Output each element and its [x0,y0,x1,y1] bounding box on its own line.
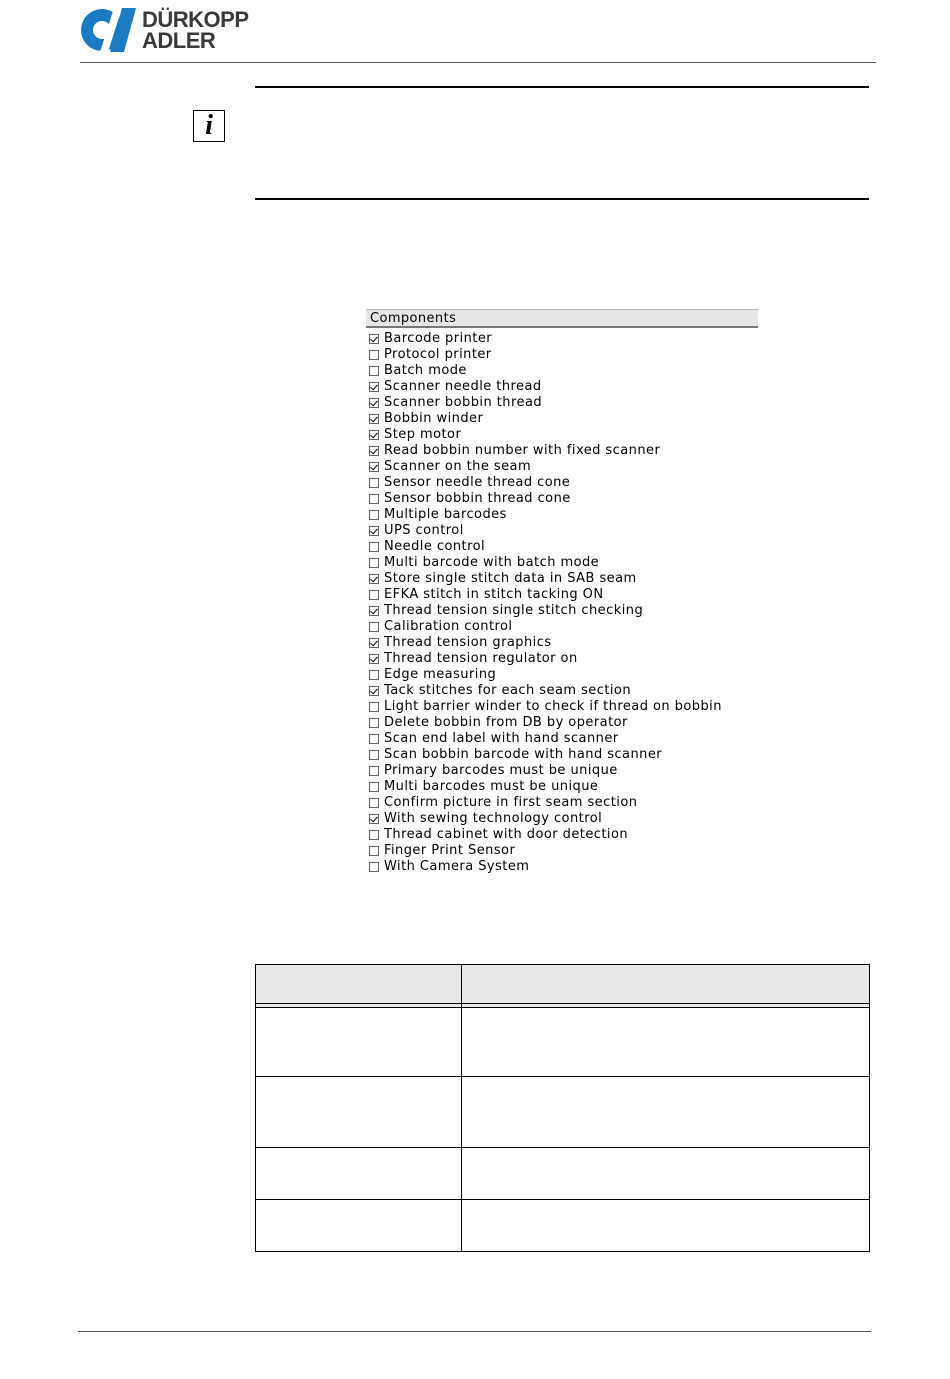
checkbox-checked[interactable] [369,526,379,536]
component-label: Scanner needle thread [384,379,542,394]
checkbox-unchecked[interactable] [369,782,379,792]
component-label: Bobbin winder [384,411,484,426]
brand-line-1: DÜRKOPP [142,7,249,32]
component-label: Tack stitches for each seam section [384,683,632,698]
checkbox-checked[interactable] [369,462,379,472]
component-item[interactable] [366,651,758,667]
checkbox-unchecked[interactable] [369,734,379,744]
component-label: Multi barcode with batch mode [384,555,600,570]
component-item[interactable] [366,507,758,523]
table-cell [256,1008,462,1076]
component-item[interactable] [366,683,758,699]
component-label: Confirm picture in first seam section [384,795,638,810]
component-item[interactable] [366,491,758,507]
component-item[interactable] [366,379,758,395]
checkbox-checked[interactable] [369,446,379,456]
checkbox-unchecked[interactable] [369,494,379,504]
component-label: Delete bobbin from DB by operator [384,715,628,730]
component-item[interactable] [366,779,758,795]
component-item[interactable] [366,811,758,827]
component-label: Scan end label with hand scanner [384,731,619,746]
component-item[interactable] [366,603,758,619]
table-cell [462,1008,869,1076]
checkbox-checked[interactable] [369,334,379,344]
table-row [256,1200,869,1251]
table-cell [462,1148,869,1199]
checkbox-unchecked[interactable] [369,750,379,760]
component-label: Barcode printer [384,331,493,346]
component-label: Edge measuring [384,667,497,682]
component-label: Multi barcodes must be unique [384,779,599,794]
component-item[interactable] [366,763,758,779]
component-label: Batch mode [384,363,467,378]
component-label: Thread tension single stitch checking [384,603,644,618]
table-header [256,965,869,1004]
component-label: Scan bobbin barcode with hand scanner [384,747,663,762]
checkbox-unchecked[interactable] [369,478,379,488]
component-label: Sensor bobbin thread cone [384,491,571,506]
component-item[interactable] [366,731,758,747]
checkbox-unchecked[interactable] [369,590,379,600]
checkbox-checked[interactable] [369,638,379,648]
component-label: With Camera System [384,859,530,874]
checkbox-unchecked[interactable] [369,702,379,712]
checkbox-checked[interactable] [369,686,379,696]
component-label: Thread tension regulator on [384,651,578,666]
checkbox-checked[interactable] [369,414,379,424]
components-list [366,331,758,875]
duerkopp-adler-logo-icon [80,8,136,52]
checkbox-unchecked[interactable] [369,846,379,856]
component-item[interactable] [366,619,758,635]
table-cell [462,1200,869,1251]
component-label: Scanner on the seam [384,459,532,474]
component-item[interactable] [366,635,758,651]
checkbox-unchecked[interactable] [369,718,379,728]
components-header: Components [366,309,758,328]
component-item[interactable] [366,571,758,587]
component-item[interactable] [366,443,758,459]
component-label: Finger Print Sensor [384,843,516,858]
checkbox-unchecked[interactable] [369,366,379,376]
component-item[interactable] [366,539,758,555]
component-item[interactable] [366,347,758,363]
component-label: Light barrier winder to check if thread on bobbin [384,699,722,714]
checkbox-unchecked[interactable] [369,862,379,872]
component-item[interactable] [366,427,758,443]
component-item[interactable] [366,827,758,843]
component-item[interactable] [366,747,758,763]
component-label: Scanner bobbin thread [384,395,543,410]
component-item[interactable] [366,523,758,539]
component-item[interactable] [366,795,758,811]
components-panel [366,309,758,875]
table-row [256,1008,869,1077]
brand-line-2: ADLER [142,28,216,53]
checkbox-unchecked[interactable] [369,670,379,680]
component-label: Step motor [384,427,462,442]
table-cell [256,1148,462,1199]
checkbox-checked[interactable] [369,814,379,824]
brand-logo [80,8,249,52]
checkbox-unchecked[interactable] [369,510,379,520]
component-label: Protocol printer [384,347,492,362]
table-row [256,1077,869,1148]
header-divider [80,62,876,63]
checkbox-checked[interactable] [369,430,379,440]
component-label: Sensor needle thread cone [384,475,571,490]
checkbox-unchecked[interactable] [369,830,379,840]
note-bottom-rule [255,198,869,200]
component-item[interactable] [366,843,758,859]
checkbox-checked[interactable] [369,398,379,408]
component-label: Multiple barcodes [384,507,507,522]
note-top-rule [255,86,869,88]
checkbox-checked[interactable] [369,574,379,584]
component-label: EFKA stitch in stitch tacking ON [384,587,604,602]
component-label: Calibration control [384,619,513,634]
table-cell [462,1077,869,1147]
component-item[interactable] [366,587,758,603]
parameter-table [255,964,870,1252]
checkbox-unchecked[interactable] [369,622,379,632]
table-cell [256,1200,462,1251]
checkbox-unchecked[interactable] [369,766,379,776]
component-item[interactable] [366,411,758,427]
component-label: Thread tension graphics [384,635,552,650]
component-label: Primary barcodes must be unique [384,763,618,778]
table-row [256,1148,869,1200]
component-label: Store single stitch data in SAB seam [384,571,637,586]
component-item[interactable] [366,715,758,731]
footer-divider [78,1331,871,1332]
info-icon-glyph: i [205,110,213,141]
component-label: Needle control [384,539,486,554]
table-cell [256,1077,462,1147]
checkbox-unchecked[interactable] [369,542,379,552]
checkbox-checked[interactable] [369,654,379,664]
component-item[interactable] [366,395,758,411]
brand-name [142,9,249,51]
component-item[interactable] [366,363,758,379]
component-item[interactable] [366,667,758,683]
table-gap-col-1 [256,1004,462,1007]
component-item[interactable] [366,555,758,571]
component-label: UPS control [384,523,464,538]
component-item[interactable] [366,859,758,875]
component-label: Read bobbin number with fixed scanner [384,443,661,458]
table-header-col-1 [256,965,462,1003]
component-item[interactable] [366,459,758,475]
component-item[interactable] [366,475,758,491]
component-label: Thread cabinet with door detection [384,827,629,842]
checkbox-checked[interactable] [369,606,379,616]
checkbox-checked[interactable] [369,382,379,392]
info-icon [193,110,225,142]
component-label: With sewing technology control [384,811,603,826]
checkbox-unchecked[interactable] [369,558,379,568]
component-item[interactable] [366,331,758,347]
checkbox-unchecked[interactable] [369,350,379,360]
checkbox-unchecked[interactable] [369,798,379,808]
component-item[interactable] [366,699,758,715]
